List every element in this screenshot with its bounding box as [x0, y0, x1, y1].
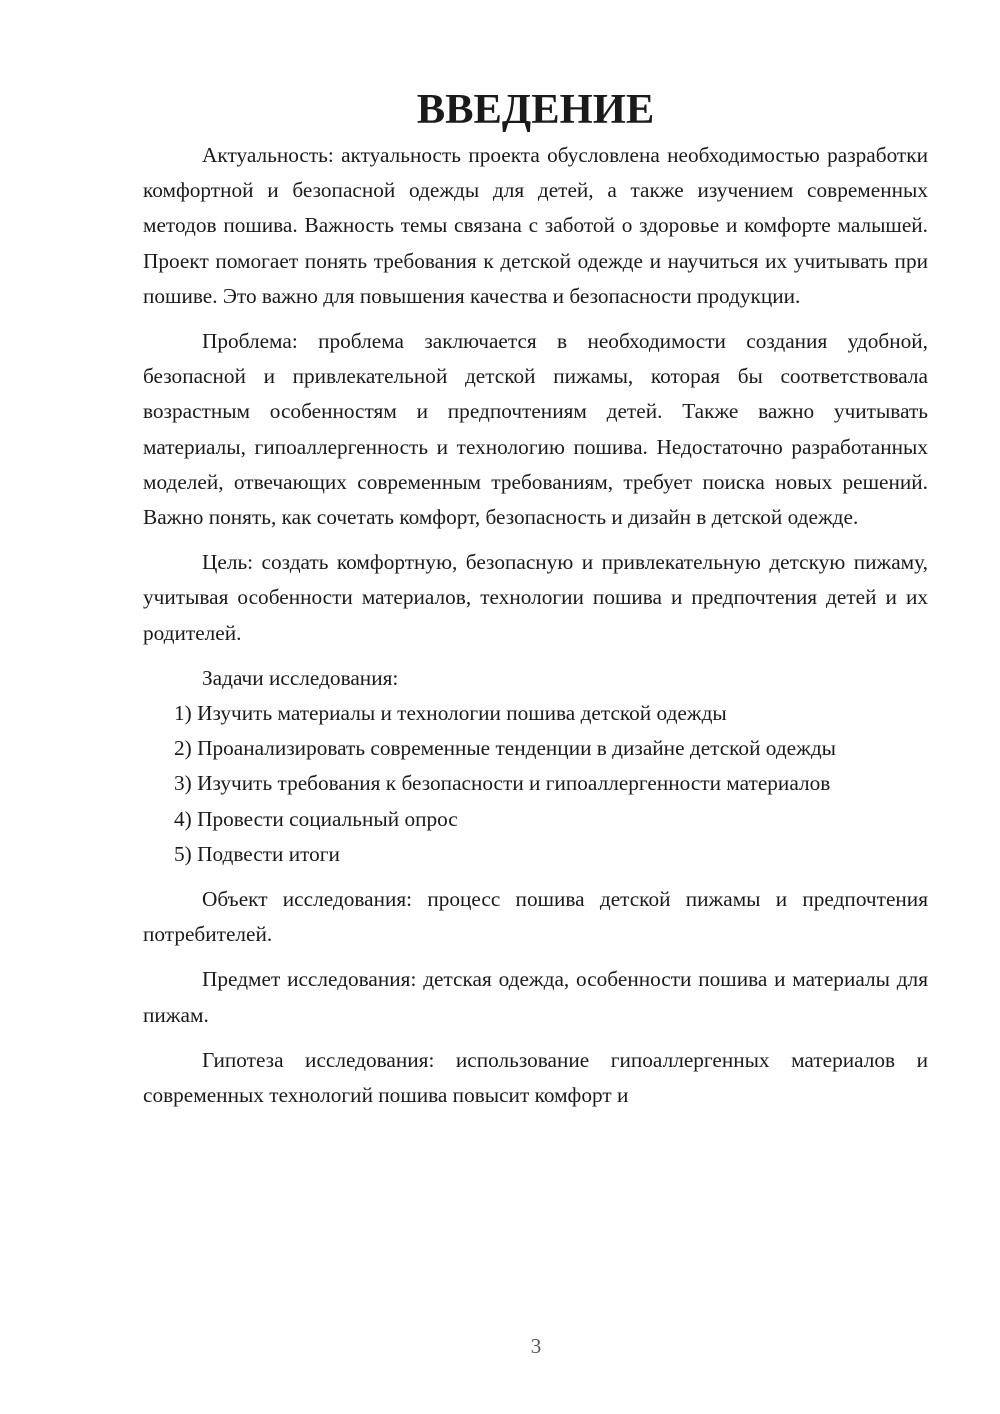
- tasks-list: [143, 696, 928, 872]
- relevance-paragraph: Актуальность: актуальность проекта обусловлена необходимостью разработки комфортной и безопасной одежды для детей, а также изучением современных методов пошива. Важность темы связана с заботой о здоровье и комфорте малышей. Проект помогает понять требования к детской одежде и научиться их учитывать при пошиве. Это важно для повышения качества и безопасности продукции.: [143, 143, 928, 308]
- task-item: 2) Проанализировать современные тенденции в дизайне детской одежды: [174, 736, 836, 761]
- page-content: [143, 86, 928, 1113]
- page-title: ВВЕДЕНИЕ: [416, 86, 655, 133]
- goal-paragraph: Цель: создать комфортную, безопасную и привлекательную детскую пижаму, учитывая особенности материалов, технологии пошива и предпочтения детей и их родителей.: [143, 550, 928, 645]
- task-item: 3) Изучить требования к безопасности и гипоаллергенности материалов: [174, 771, 831, 796]
- page-number: 3: [530, 1334, 542, 1358]
- task-item: 4) Провести социальный опрос: [174, 806, 458, 831]
- task-item: 1) Изучить материалы и технологии пошива детской одежды: [174, 701, 727, 726]
- hypothesis-paragraph: Гипотеза исследования: использование гипоаллергенных материалов и современных технологий пошива повысит комфорт и: [143, 1047, 928, 1108]
- object-paragraph: Объект исследования: процесс пошива детской пижамы и предпочтения потребителей.: [143, 887, 928, 947]
- task-item: 5) Подвести итоги: [174, 841, 340, 866]
- subject-paragraph: Предмет исследования: детская одежда, особенности пошива и материалы для пижам.: [143, 967, 928, 1027]
- tasks-heading: Задачи исследования:: [202, 665, 399, 690]
- problem-paragraph: Проблема: проблема заключается в необходимости создания удобной, безопасной и привлекательной детской пижамы, которая бы соответствовала возрастным особенностям и предпочтениям детей. Также важно учитывать материалы, гипоаллергенность и технологию пошива. Недостаточно разработанных моделей, отвечающих современным требованиям, требует поиска новых решений. Важно понять, как сочетать комфорт, безопасность и дизайн в детской одежде.: [143, 329, 928, 530]
